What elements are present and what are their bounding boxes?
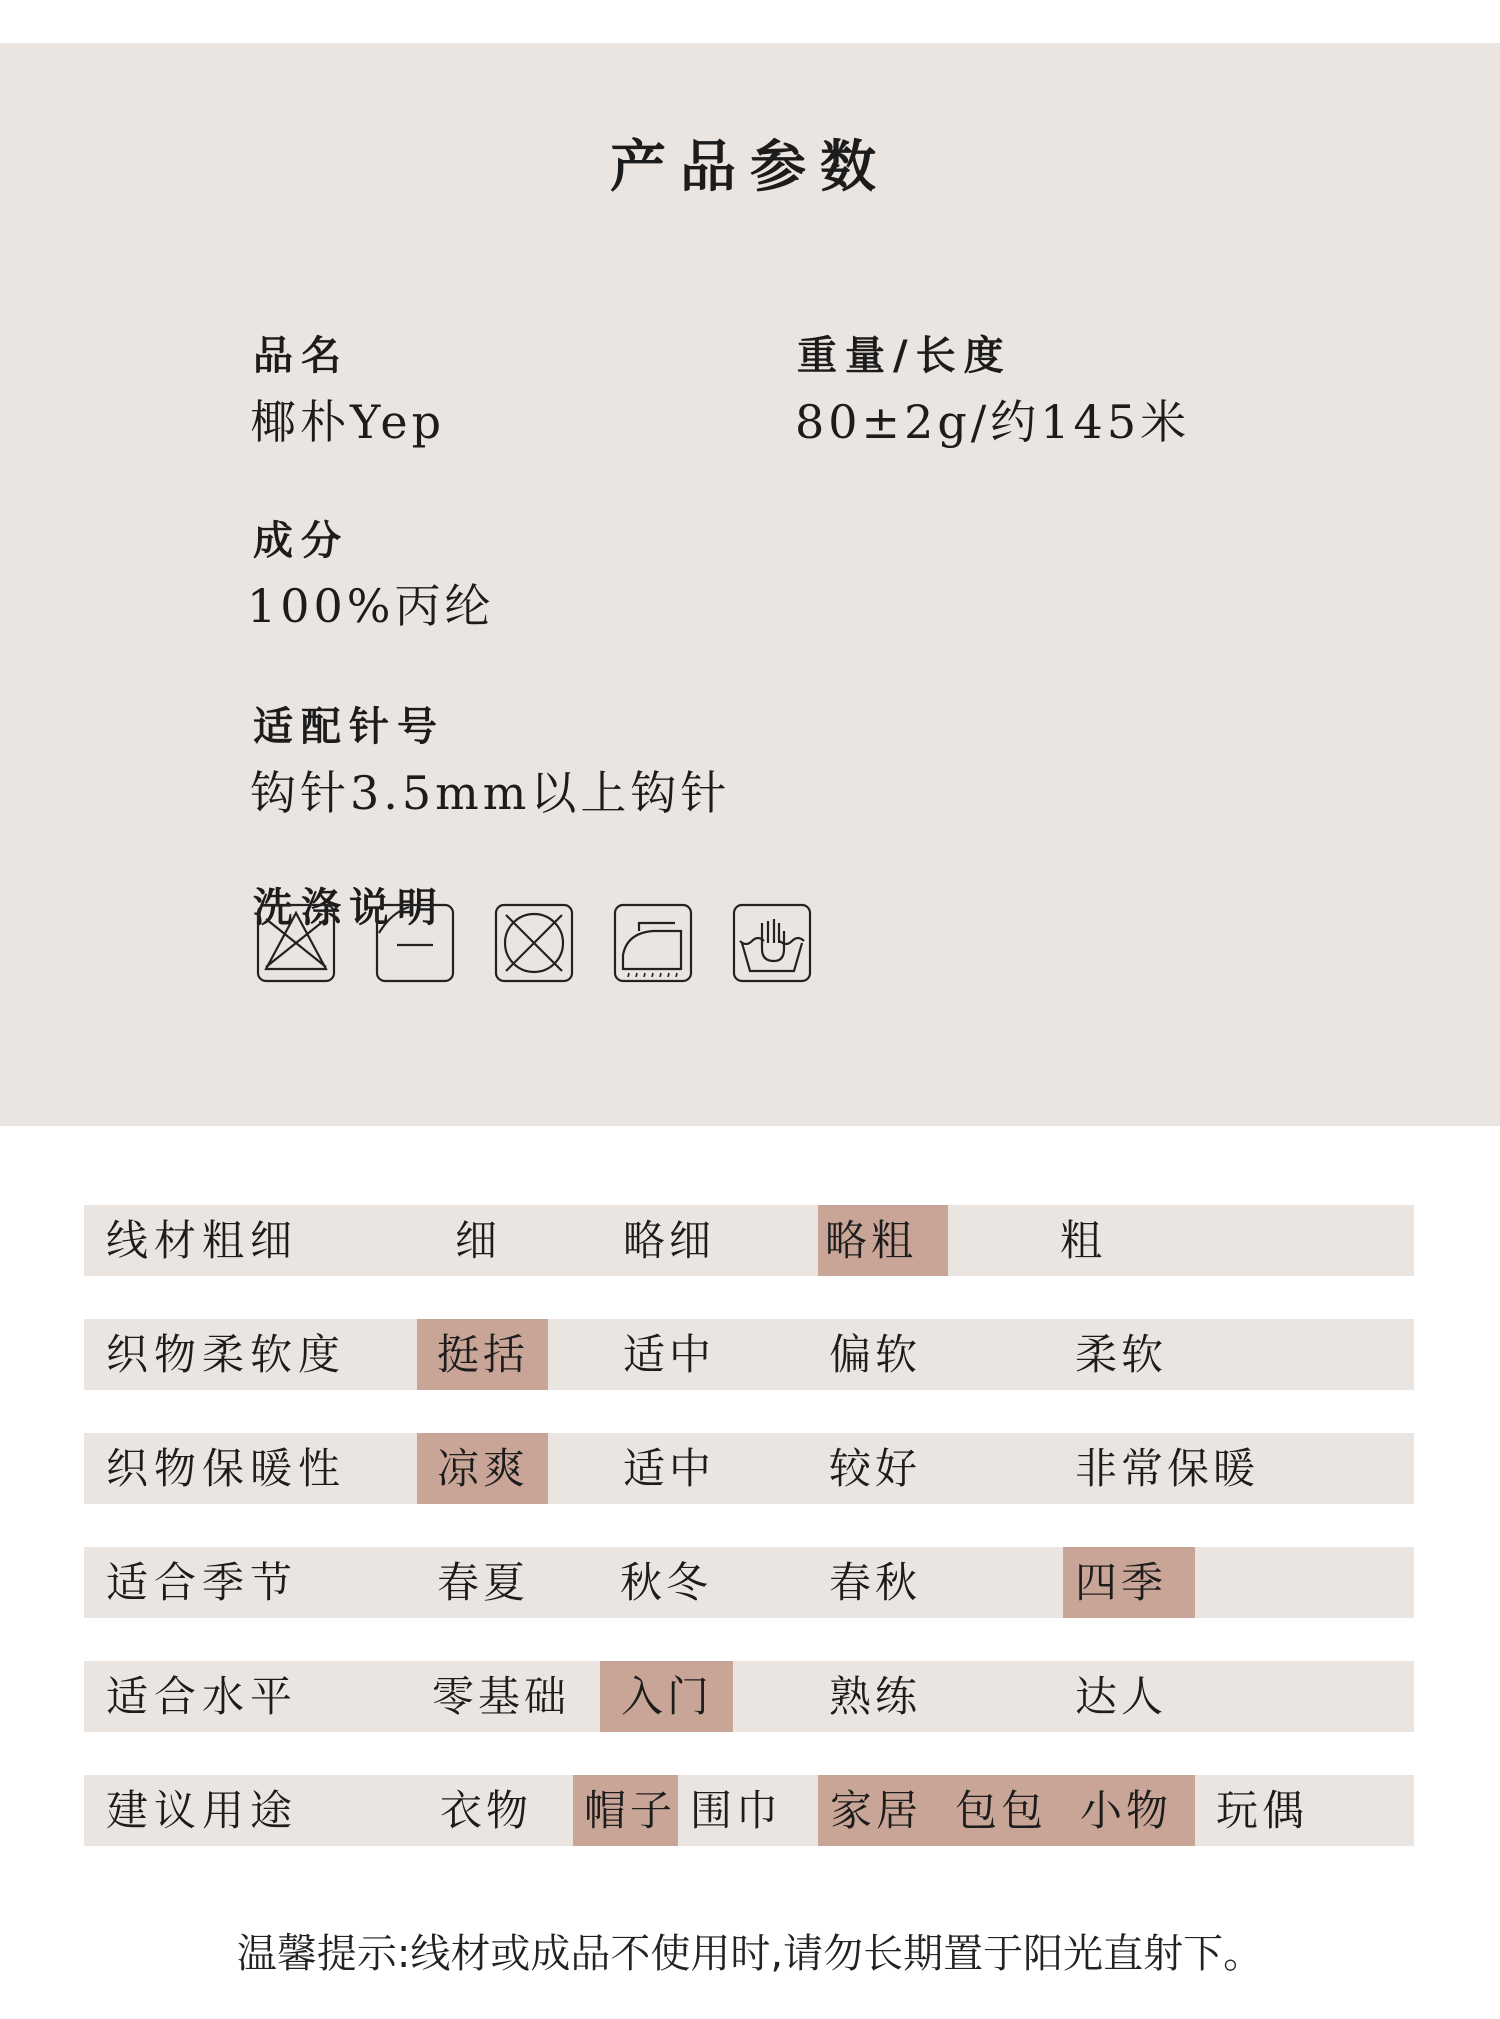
option: 非常保暖 (1075, 1444, 1260, 1493)
attribute-row (84, 1775, 1414, 1846)
option: 适中 (623, 1330, 716, 1379)
option: 衣物 (440, 1786, 533, 1835)
option-selected: 家居 (830, 1786, 923, 1835)
attribute-label: 适合季节 (106, 1558, 299, 1607)
attribute-label: 适合水平 (106, 1672, 299, 1721)
no-bleach-icon (256, 903, 336, 983)
option-selected: 略粗 (825, 1216, 918, 1265)
hand-wash-icon (732, 903, 812, 983)
option-selected: 挺括 (437, 1330, 530, 1379)
attribute-label: 织物保暖性 (106, 1444, 347, 1493)
option: 粗 (1060, 1216, 1107, 1265)
name-value: 椰朴Yep (250, 395, 446, 449)
option: 玩偶 (1216, 1786, 1309, 1835)
attribute-row (84, 1661, 1414, 1732)
option: 适中 (623, 1444, 716, 1493)
option: 秋冬 (620, 1558, 713, 1607)
wash-label: 洗涤说明 (253, 885, 445, 931)
option: 春夏 (437, 1558, 530, 1607)
option: 柔软 (1075, 1330, 1168, 1379)
composition-value: 100%丙纶 (247, 579, 495, 633)
warm-tip: 温馨提示:线材或成品不使用时,请勿长期置于阳光直射下。 (236, 1931, 1264, 1977)
option-selected: 入门 (621, 1672, 714, 1721)
option: 偏软 (829, 1330, 922, 1379)
name-label: 品名 (253, 333, 349, 379)
option: 春秋 (829, 1558, 922, 1607)
attribute-label: 织物柔软度 (106, 1330, 347, 1379)
weight-label: 重量/长度 (797, 333, 1012, 379)
option-selected: 四季 (1075, 1558, 1168, 1607)
option: 围巾 (690, 1786, 783, 1835)
option-selected: 小物 (1080, 1786, 1173, 1835)
page-title: 产品参数 (610, 135, 890, 200)
option: 达人 (1075, 1672, 1168, 1721)
iron-icon (613, 903, 693, 983)
option: 细 (455, 1216, 502, 1265)
needle-label: 适配针号 (253, 704, 445, 750)
option-selected: 包包 (955, 1786, 1048, 1835)
option-selected: 帽子 (584, 1786, 677, 1835)
attribute-label: 建议用途 (106, 1786, 299, 1835)
option: 略细 (623, 1216, 716, 1265)
dry-flat-icon (375, 903, 455, 983)
attribute-row (84, 1205, 1414, 1276)
attribute-label: 线材粗细 (106, 1216, 299, 1265)
option: 熟练 (829, 1672, 922, 1721)
weight-value: 80±2g/约145米 (795, 395, 1191, 449)
option: 较好 (829, 1444, 922, 1493)
do-not-tumble-dry-icon (494, 903, 574, 983)
option: 零基础 (432, 1672, 571, 1721)
composition-label: 成分 (253, 518, 349, 564)
attribute-row (84, 1433, 1414, 1504)
attribute-row (84, 1547, 1414, 1618)
needle-value: 钩针3.5mm以上钩针 (250, 766, 731, 820)
attribute-row (84, 1319, 1414, 1390)
option-selected: 凉爽 (437, 1444, 530, 1493)
